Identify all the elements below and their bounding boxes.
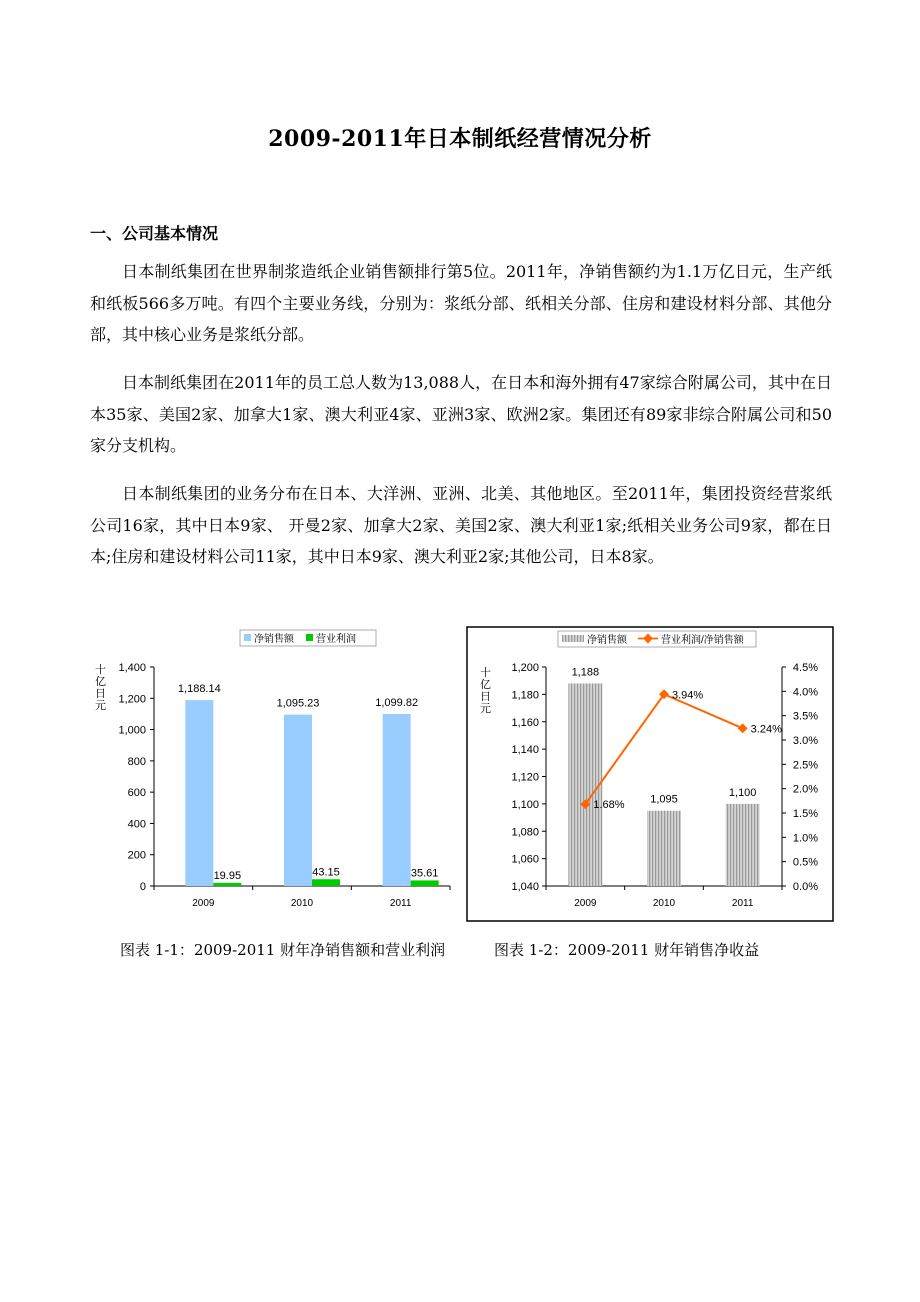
paragraph-company-overview: 日本制纸集团在世界制浆造纸企业销售额排行第5位。2011年，净销售额约为1.1万亿日元，生产纸和纸板566多万吨。有四个主要业务线，分别为：浆纸分部、纸相关分部、住房和建设材料分部、其他分部，其中核心业务是浆纸分部。 (90, 262, 832, 345)
y2-tick-label: 2.0% (792, 783, 818, 796)
chart-net-margin (466, 626, 834, 922)
y-tick-label: 400 (127, 818, 146, 831)
bar-sales (568, 683, 602, 886)
data-label-sales: 1,099.82 (375, 696, 419, 709)
y2-tick-label: 1.0% (792, 832, 818, 845)
y-tick-label: 1,100 (511, 798, 539, 811)
data-label-sales: 1,188.14 (177, 683, 221, 696)
x-tick-label: 2009 (192, 898, 215, 909)
y2-tick-label: 4.0% (792, 686, 818, 699)
data-label-profit: 19.95 (213, 869, 242, 882)
data-label-sales: 1,188 (571, 666, 600, 679)
y2-tick-label: 4.5% (792, 662, 818, 674)
y-tick-label: 800 (127, 755, 146, 768)
y-tick-label: 1,200 (511, 662, 539, 674)
plot-area (118, 662, 450, 909)
y2-tick-label: 2.5% (792, 759, 818, 772)
data-label-margin: 3.24% (750, 723, 782, 736)
y2-tick-label: 1.5% (792, 808, 818, 820)
paragraph-business-distribution: 日本制纸集团的业务分布在日本、大洋洲、亚洲、北美、其他地区。至2011年，集团投资经营浆纸公司16家，其中日本9家、 开曼2家、加拿大2家、美国2家、澳大利亚1家;纸相关业务公司9家，都在日本;住房和建设材料公司11家，其中日本9家、澳大利亚2家;其他公司，日本8家。 (90, 484, 832, 567)
legend-label-margin: 营业利润/净销售额 (661, 635, 744, 646)
legend-label-profit: 营业利润 (316, 634, 356, 645)
x-tick-label: 2010 (290, 898, 314, 909)
bar-profit (411, 880, 439, 886)
legend-label-sales: 净销售额 (254, 634, 294, 645)
y-tick-label: 1,140 (511, 744, 539, 757)
caption-chart-2: 图表 1-2：2009-2011 财年销售净收益 (494, 941, 760, 959)
x-tick-label: 2011 (731, 898, 754, 909)
y2-tick-label: 3.5% (792, 710, 818, 723)
y-tick-label: 1,060 (511, 853, 539, 866)
y-tick-label: 600 (127, 787, 146, 800)
y-tick-label: 1,040 (511, 881, 539, 893)
y-tick-label: 1,000 (118, 724, 146, 737)
y2-tick-label: 3.0% (792, 735, 818, 747)
data-label-sales: 1,095 (650, 793, 678, 806)
y2-tick-label: 0.5% (792, 856, 818, 869)
data-label-sales: 1,100 (728, 786, 757, 799)
caption-chart-1: 图表 1-1：2009-2011 财年净销售额和营业利润 (120, 941, 446, 959)
y-tick-label: 0 (139, 881, 146, 893)
x-tick-label: 2011 (389, 898, 412, 909)
legend-label-sales: 净销售额 (587, 635, 627, 646)
y-tick-label: 1,180 (511, 689, 539, 702)
y-tick-label: 1,080 (511, 826, 539, 839)
y2-tick-label: 0.0% (792, 881, 818, 893)
data-label-margin: 3.94% (672, 689, 704, 702)
y-tick-label: 1,160 (511, 716, 539, 729)
y-tick-label: 1,200 (118, 693, 146, 706)
legend-swatch-sales (562, 635, 584, 642)
y-tick-label: 1,400 (118, 662, 146, 674)
chart-sales-and-profit (90, 626, 460, 926)
y-axis-label: 十亿日元 (95, 664, 106, 712)
bar-sales (726, 804, 760, 886)
bar-sales (647, 811, 681, 886)
paragraph-employees: 日本制纸集团在2011年的员工总人数为13,088人，在日本和海外拥有47家综合附属公司，其中在日本35家、美国2家、加拿大1家、澳大利亚4家、亚洲3家、欧洲2家。集团还有89家非综合附属公司和50家分支机构。 (90, 373, 832, 456)
data-label-sales: 1,095.23 (276, 697, 320, 710)
bar-sales (383, 714, 411, 886)
y-tick-label: 1,120 (511, 771, 539, 784)
x-tick-label: 2010 (652, 898, 676, 909)
data-label-profit: 35.61 (410, 867, 439, 880)
y-tick-label: 200 (127, 849, 146, 862)
data-label-profit: 43.15 (312, 866, 340, 879)
bar-sales (185, 700, 213, 886)
section-heading: 一、公司基本情况 (90, 224, 219, 243)
bar-profit (213, 883, 241, 886)
y-axis-label: 十亿日元 (480, 667, 491, 715)
document-title: 2009-2011年日本制纸经营情况分析 (268, 126, 652, 152)
legend-swatch-sales (244, 634, 251, 641)
data-label-margin: 1.68% (593, 799, 625, 812)
bar-sales (284, 715, 312, 886)
legend-swatch-profit (306, 634, 313, 641)
x-tick-label: 2009 (574, 898, 597, 909)
bar-profit (312, 879, 340, 886)
